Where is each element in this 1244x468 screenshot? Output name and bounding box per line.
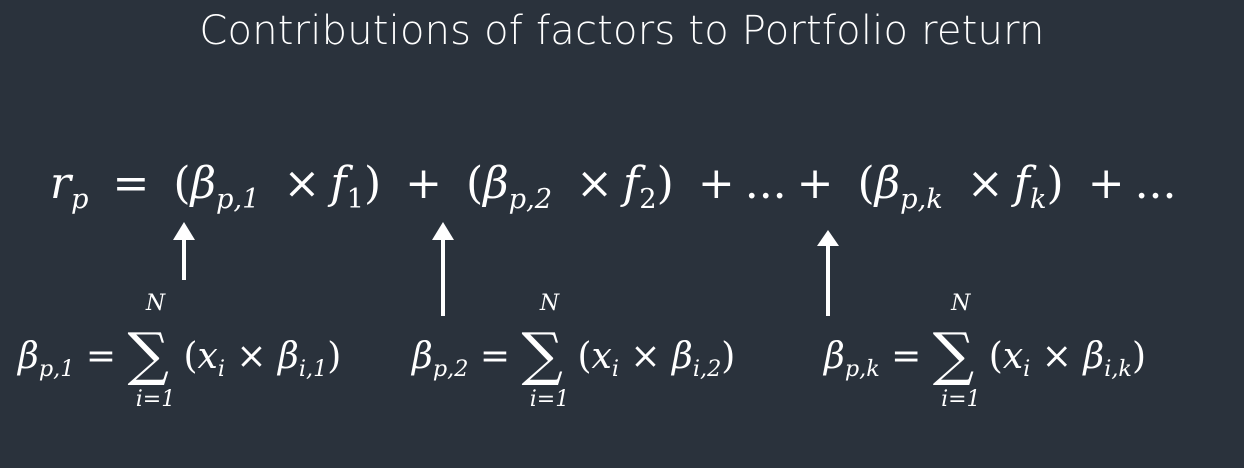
up-arrow-icon	[816, 230, 840, 318]
term-k-times: ×	[966, 158, 1004, 209]
term-1-factor: f	[330, 158, 347, 209]
asset-beta-subscript: i,k	[1104, 356, 1132, 383]
sum-upper-limit: N	[145, 291, 166, 316]
times-sign: ×	[236, 336, 267, 377]
sigma-icon: ∑	[127, 320, 169, 388]
sum-upper-limit: N	[539, 291, 560, 316]
weight-subscript: i	[1023, 356, 1031, 383]
ellipsis: ...	[744, 158, 787, 209]
term-k-factor: f	[1013, 158, 1030, 209]
term-k-beta-sub: p,k	[900, 184, 943, 216]
term-1-beta-sub: p,1	[216, 184, 260, 216]
times-sign: ×	[1041, 336, 1072, 377]
asset-beta: β	[672, 336, 693, 377]
equals-sign: =	[891, 336, 922, 377]
sum-upper-limit: N	[951, 291, 971, 316]
summation	[932, 291, 989, 412]
term-k: $(\beta_{p,k} \times f_k)$	[857, 158, 1064, 216]
summation	[521, 291, 577, 412]
plus-sign: +	[1087, 158, 1125, 209]
plus-sign: +	[697, 158, 735, 209]
asset-beta: β	[1083, 336, 1105, 377]
asset-beta-subscript: i,2	[692, 356, 722, 383]
asset-beta: β	[278, 336, 299, 377]
weight-symbol: x	[591, 336, 612, 377]
sum-lower-limit: i=1	[529, 387, 570, 412]
sum-lower-limit: i=1	[135, 387, 176, 412]
slide-title: Contributions of factors to Portfolio return	[199, 8, 1045, 54]
ellipsis: ...	[1134, 158, 1177, 209]
term-2-factor-sub: 2	[639, 184, 657, 216]
equals-sign: =	[85, 336, 117, 377]
sigma-icon: ∑	[932, 320, 975, 388]
weight-subscript: i	[611, 356, 619, 383]
beta-definition-1: $\beta_{p,1}$ = N ∑ i=1 $(x_i \times \beta_{i,1})$	[18, 291, 342, 412]
beta-symbol: β	[824, 336, 845, 377]
up-arrow-icon	[172, 222, 196, 282]
times-sign: ×	[630, 336, 661, 377]
term-k-beta: β	[874, 158, 901, 209]
beta-subscript: p,k	[844, 356, 880, 383]
up-arrow-icon	[431, 222, 455, 318]
sum-lower-limit: i=1	[941, 387, 981, 412]
plus-sign: +	[405, 158, 443, 209]
term-1-times: ×	[283, 158, 321, 209]
beta-definition-k: $\beta_{p,k}$ = N ∑ i=1 $(x_i \times \beta_{i,k})$	[824, 291, 1146, 412]
term-1-factor-sub: 1	[346, 184, 364, 216]
equals-sign: =	[112, 158, 150, 209]
portfolio-return-equation	[50, 158, 1177, 216]
beta-symbol: β	[412, 336, 433, 377]
term-1-beta: β	[190, 158, 216, 209]
asset-beta-subscript: i,1	[298, 356, 328, 383]
plus-sign: +	[796, 158, 834, 209]
term-2-factor: f	[623, 158, 640, 209]
weight-subscript: i	[217, 356, 225, 383]
return-subscript: p	[71, 184, 89, 216]
beta-definition-2: $\beta_{p,2}$ = N ∑ i=1 $(x_i \times \beta_{i,2})$	[412, 291, 736, 412]
term-2-times: ×	[576, 158, 613, 209]
term-k-factor-sub: k	[1029, 184, 1047, 216]
return-symbol: r	[50, 158, 72, 209]
beta-subscript: p,1	[38, 356, 75, 383]
term-2-beta: β	[483, 158, 509, 209]
equals-sign: =	[479, 336, 511, 377]
term-1: $(\beta_{p,1} \times f_1)$	[173, 158, 382, 216]
beta-symbol: β	[18, 336, 39, 377]
weight-symbol: x	[1002, 336, 1024, 377]
weight-symbol: x	[197, 336, 218, 377]
beta-subscript: p,2	[432, 356, 469, 383]
term-2: $(\beta_{p,2} \times f_2)$	[466, 158, 674, 216]
term-2-beta-sub: p,2	[508, 184, 553, 216]
sigma-icon: ∑	[521, 320, 563, 388]
summation	[127, 291, 183, 412]
